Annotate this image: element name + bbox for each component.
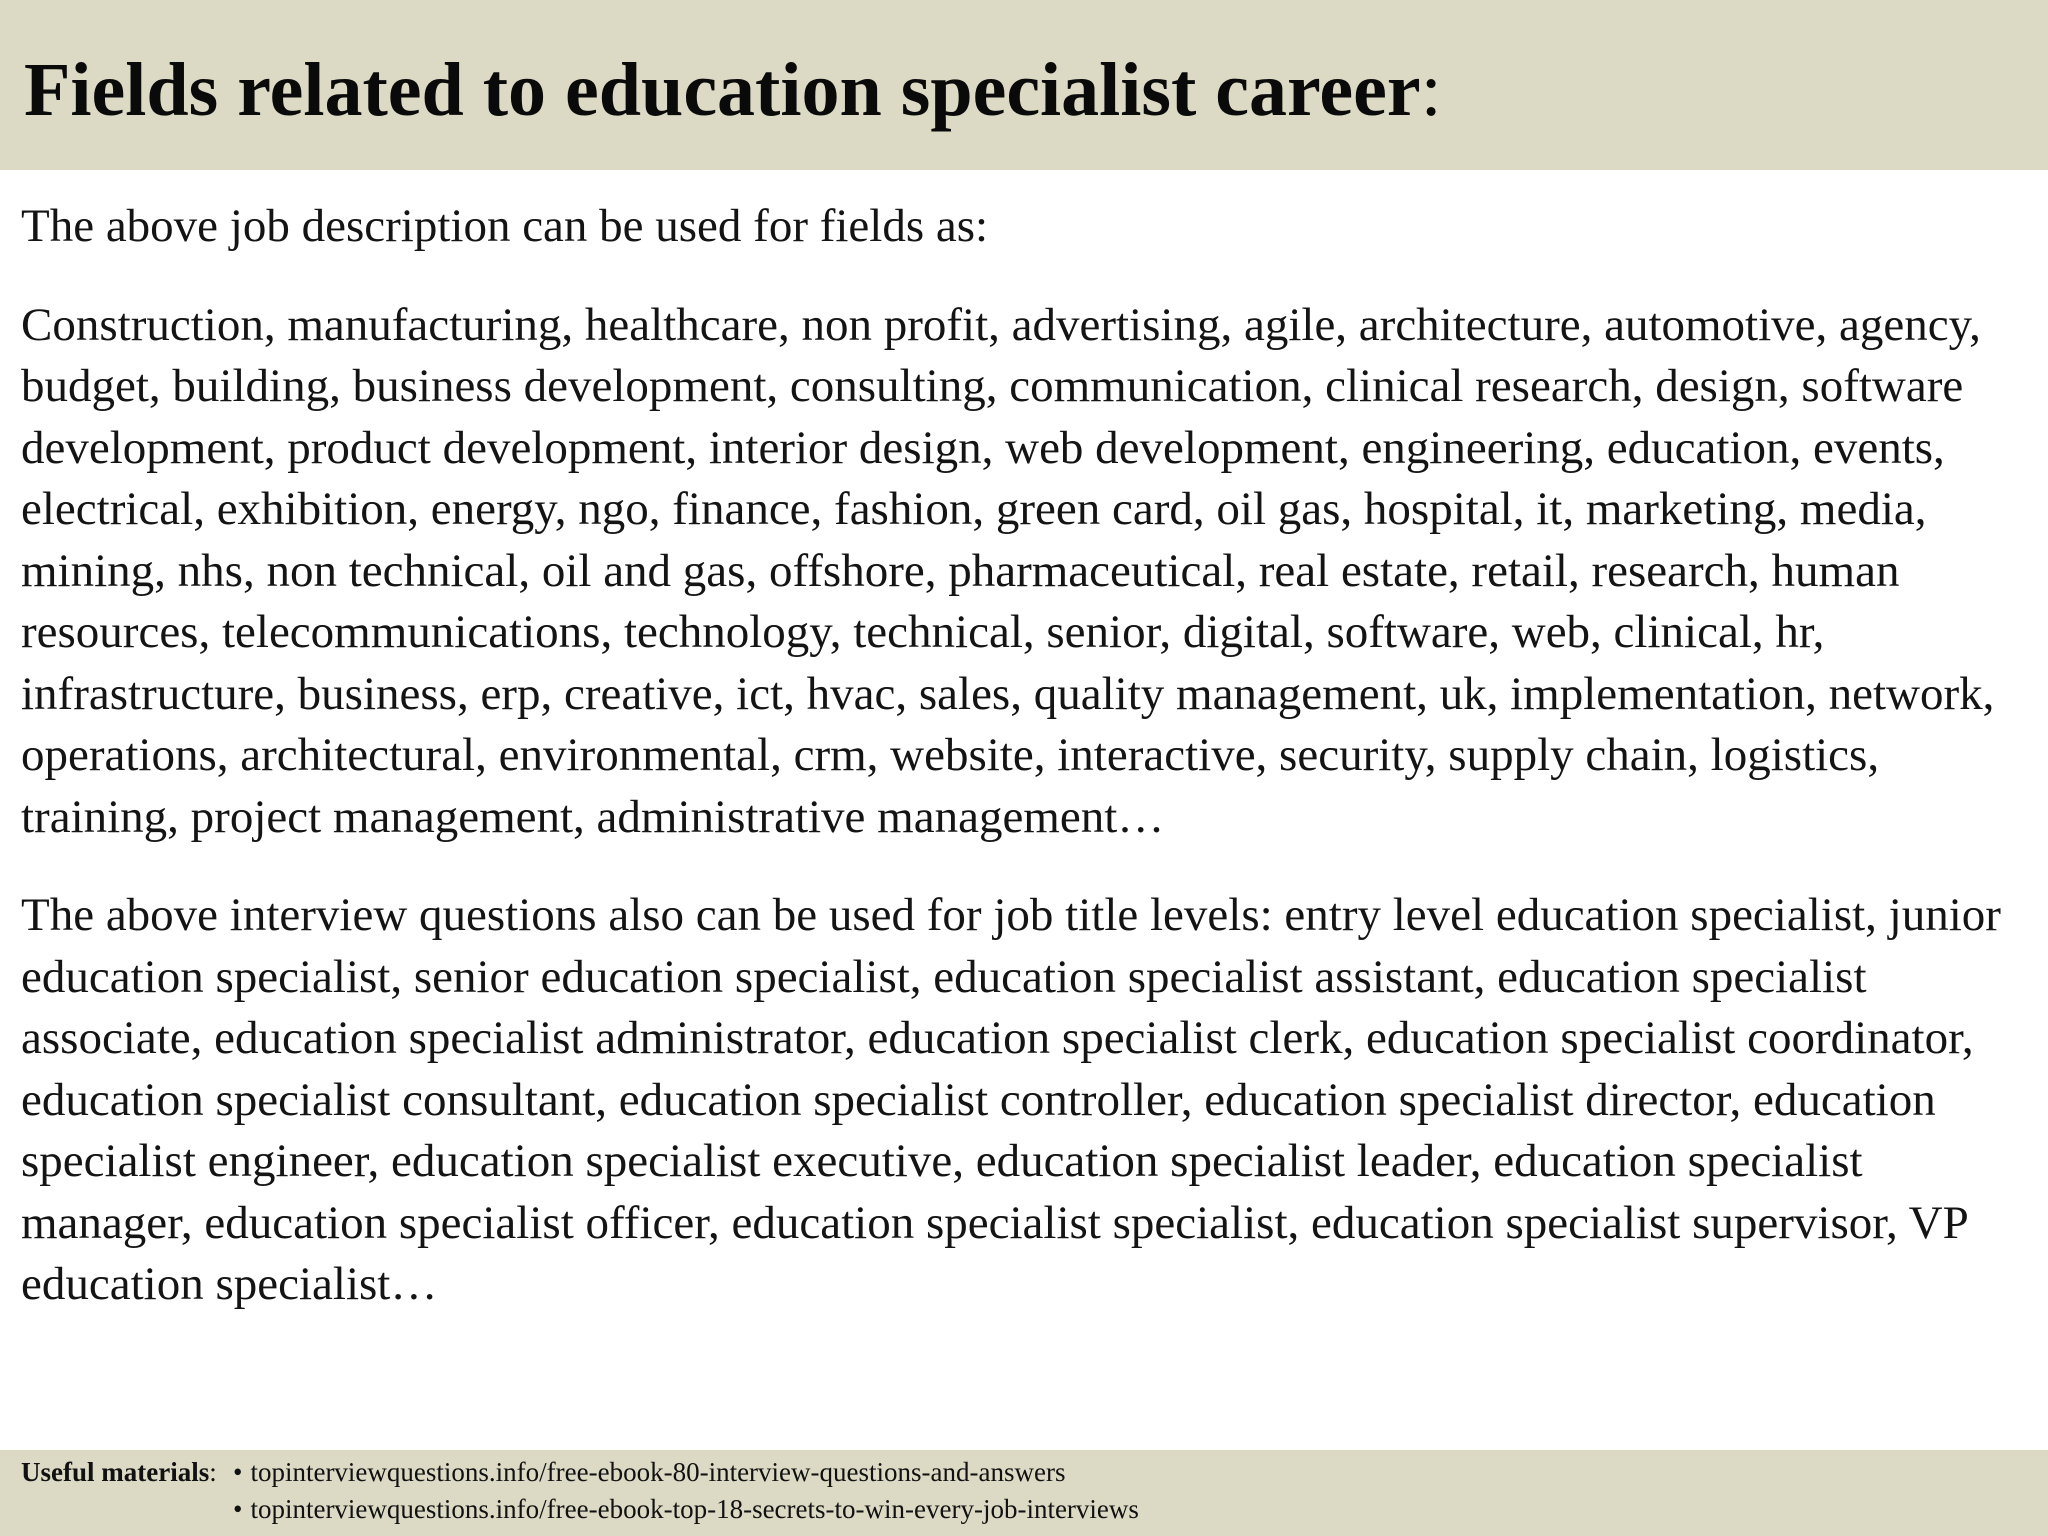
resource-link[interactable]: topinterviewquestions.info/free-ebook-80-interview-questions-and-answers	[250, 1457, 1066, 1487]
useful-materials-footer	[0, 1450, 2048, 1536]
page-title-colon: :	[1420, 48, 1442, 132]
job-levels-paragraph: The above interview questions also can be used for job title levels: entry level education specialist, junior education specialist, senior education specialist, education specialist assistant, education specialist associate, education specialist administrator, education specialist clerk, education specialist coordinator, education specialist consultant, education specialist controller, education specialist director, education specialist engineer, education specialist executive, education specialist leader, education specialist manager, education specialist officer, education specialist specialist, education specialist supervisor, VP education specialist…	[21, 889, 2001, 1310]
useful-materials-label-colon: :	[209, 1457, 217, 1487]
useful-materials-list	[233, 1454, 1139, 1528]
useful-materials-label	[21, 1454, 217, 1491]
resource-link[interactable]: topinterviewquestions.info/free-ebook-top-18-secrets-to-win-every-job-interviews	[250, 1494, 1139, 1524]
bullet-icon: •	[233, 1494, 243, 1524]
slide-body	[21, 196, 2031, 1316]
fields-paragraph: Construction, manufacturing, healthcare, non profit, advertising, agile, architecture, automotive, agency, budget, building, business development, consulting, communication, clinical research, design, software development, product development, interior design, web development, engineering, education, events, electrical, exhibition, energy, ngo, finance, fashion, green card, oil gas, hospital, it, marketing, media, mining, nhs, non technical, oil and gas, offshore, pharmaceutical, real estate, retail, research, human resources, telecommunications, technology, technical, senior, digital, software, web, clinical, hr, infrastructure, business, erp, creative, ict, hvac, sales, quality management, uk, implementation, network, operations, architectural, environmental, crm, website, interactive, security, supply chain, logistics, training, project management, administrative management…	[21, 298, 1995, 843]
bullet-icon: •	[233, 1457, 243, 1487]
page-title	[24, 40, 1442, 140]
list-item	[233, 1491, 1139, 1528]
title-bar	[0, 0, 2048, 170]
list-item	[233, 1454, 1139, 1491]
page-title-text: Fields related to education specialist career	[24, 48, 1421, 132]
useful-materials-label-text: Useful materials	[21, 1457, 210, 1487]
intro-paragraph: The above job description can be used for fields as:	[21, 200, 989, 252]
